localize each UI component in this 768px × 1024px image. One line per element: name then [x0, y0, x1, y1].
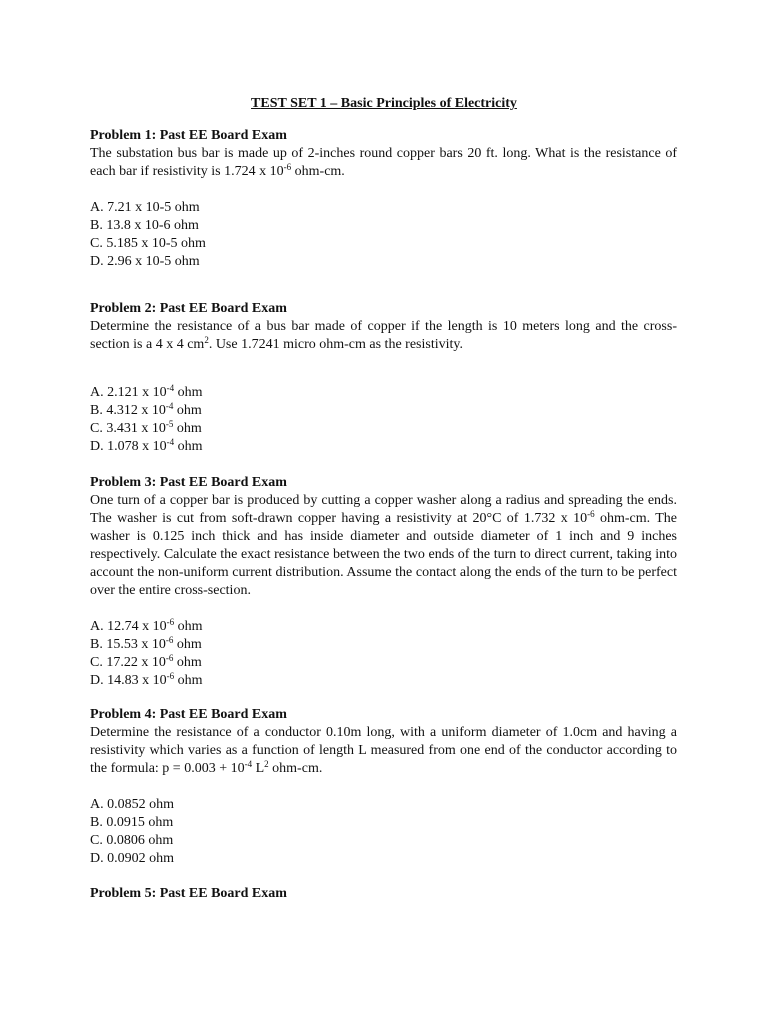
option-d: D. 2.96 x 10-5 ohm [90, 254, 200, 269]
option-b: B. 15.53 x $10^{-6}$ ohm [90, 635, 202, 652]
problem-question: The substation bus bar is made up of 2-inches round copper bars 20 ft. long. What is the resistance of each bar if resistivity is 1.724 x $10^{-6}$ ohm-cm. [90, 146, 677, 179]
option-b: B. 4.312 x $10^{-4}$ ohm [90, 401, 202, 418]
option-c: C. 3.431 x $10^{-5}$ ohm [90, 419, 202, 436]
answer-options [90, 199, 677, 271]
problem-5 [90, 885, 677, 903]
option-b: B. 13.8 x 10-6 ohm [90, 218, 199, 233]
option-d: D. 14.83 x $10^{-6}$ ohm [90, 671, 203, 688]
option-a: A. 2.121 x $10^{-4}$ ohm [90, 383, 203, 400]
option-d: D. 0.0902 ohm [90, 851, 174, 866]
option-c: C. 0.0806 ohm [90, 833, 174, 848]
option-c: C. 5.185 x 10-5 ohm [90, 236, 206, 251]
answer-options [90, 618, 677, 690]
problem-heading: Problem 5: Past EE Board Exam [90, 886, 287, 901]
answer-options [90, 796, 677, 868]
problem-heading: Problem 2: Past EE Board Exam [90, 301, 287, 316]
problem-heading: Problem 3: Past EE Board Exam [90, 475, 287, 490]
option-b: B. 0.0915 ohm [90, 815, 174, 830]
problem-4 [90, 706, 677, 868]
problem-question: Determine the resistance of a conductor 0.10m long, with a uniform diameter of 1.0cm and having a resistivity which varies as a function of length L measured from one end of the conductor according to the formula: $p = 0.003 + 10^{-4}$ $L^2$ ohm-cm. [90, 725, 677, 776]
problem-question: Determine the resistance of a bus bar made of copper if the length is 10 meters long and the cross-section is a 4 x 4 $cm^2$. Use 1.7241 micro ohm-cm as the resistivity. [90, 319, 677, 352]
option-c: C. 17.22 x $10^{-6}$ ohm [90, 653, 202, 670]
problem-3 [90, 474, 677, 690]
problem-heading: Problem 1: Past EE Board Exam [90, 128, 287, 143]
problem-question: One turn of a copper bar is produced by cutting a copper washer along a radius and spreading the ends. The washer is cut from soft-drawn copper having a resistivity at 20°C of 1.732 x $10^{-6}$ ohm-cm. The washer is 0.125 inch thick and has inside diameter and outside diameter of 1 inch and 9 inches respectively. Calculate the exact resistance between the two ends of the turn to direct current, taking into account the non-uniform current distribution. Assume the contact along the ends of the turn to be perfect over the entire cross-section. [90, 493, 677, 598]
answer-options [90, 384, 677, 456]
option-a: A. 0.0852 ohm [90, 797, 174, 812]
problem-2 [90, 300, 677, 456]
option-a: A. 12.74 x $10^{-6}$ ohm [90, 617, 203, 634]
page-title: TEST SET 1 – Basic Principles of Electricity [251, 96, 517, 111]
problem-heading: Problem 4: Past EE Board Exam [90, 707, 287, 722]
problem-1 [90, 127, 677, 271]
option-d: D. 1.078 x $10^{-4}$ ohm [90, 437, 203, 454]
option-a: A. 7.21 x 10-5 ohm [90, 200, 200, 215]
